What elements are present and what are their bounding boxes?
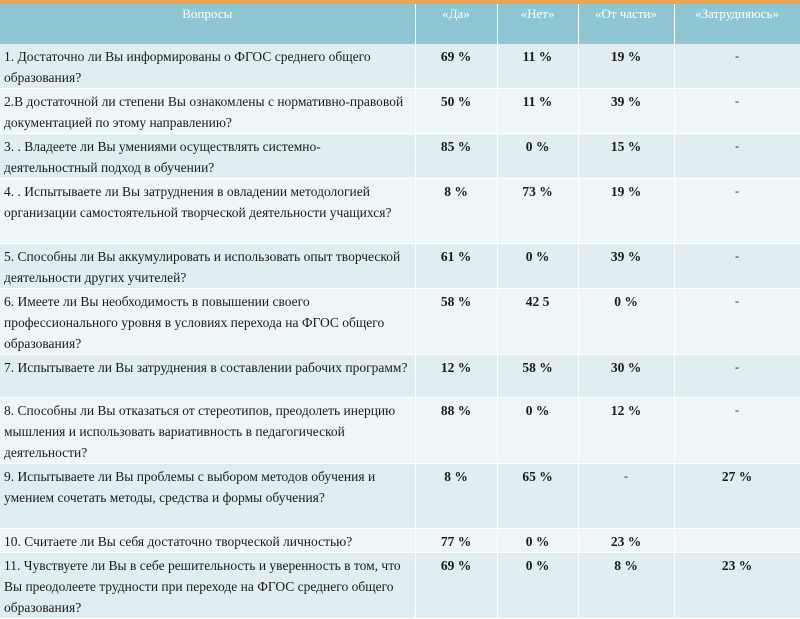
- partly-cell: 39 %: [578, 89, 674, 134]
- table-row: [0, 398, 800, 464]
- question-cell: 7. Испытываете ли Вы затруднения в составлении рабочих программ?: [0, 355, 415, 398]
- table-row: [0, 289, 800, 355]
- partly-cell: 0 %: [578, 289, 674, 355]
- unsure-cell: [674, 529, 800, 553]
- yes-cell: 77 %: [415, 529, 497, 553]
- yes-cell: 12 %: [415, 355, 497, 398]
- yes-cell: 58 %: [415, 289, 497, 355]
- unsure-cell: 23 %: [674, 553, 800, 619]
- question-cell: 10. Считаете ли Вы себя достаточно творческой личностью?: [0, 529, 415, 553]
- question-cell: 3. . Владеете ли Вы умениями осуществлять системно-деятельностный подход в обучении?: [0, 134, 415, 179]
- table-header-row: [0, 4, 800, 44]
- no-cell: 42 5: [497, 289, 578, 355]
- table-row: [0, 244, 800, 289]
- no-cell: 0 %: [497, 529, 578, 553]
- yes-cell: 8 %: [415, 179, 497, 244]
- partly-cell: 19 %: [578, 179, 674, 244]
- yes-cell: 50 %: [415, 89, 497, 134]
- question-cell: 5. Способны ли Вы аккумулировать и использовать опыт творческой деятельности других учителей?: [0, 244, 415, 289]
- header-yes: «Да»: [415, 4, 497, 44]
- yes-cell: 69 %: [415, 44, 497, 89]
- unsure-cell: -: [674, 355, 800, 398]
- no-cell: 0 %: [497, 244, 578, 289]
- question-cell: 1. Достаточно ли Вы информированы о ФГОС среднего общего образования?: [0, 44, 415, 89]
- question-cell: 9. Испытываете ли Вы проблемы с выбором методов обучения и умением сочетать методы, средства и формы обучения?: [0, 464, 415, 529]
- no-cell: 11 %: [497, 44, 578, 89]
- no-cell: 0 %: [497, 398, 578, 464]
- unsure-cell: -: [674, 179, 800, 244]
- question-cell: 8. Способны ли Вы отказаться от стереотипов, преодолеть инерцию мышления и использовать вариативность в педагогической деятельности?: [0, 398, 415, 464]
- unsure-cell: -: [674, 398, 800, 464]
- no-cell: 73 %: [497, 179, 578, 244]
- unsure-cell: -: [674, 134, 800, 179]
- table-row: [0, 355, 800, 398]
- question-cell: 2.В достаточной ли степени Вы ознакомлены с нормативно-правовой документацией по этому направлению?: [0, 89, 415, 134]
- partly-cell: 39 %: [578, 244, 674, 289]
- no-cell: 0 %: [497, 553, 578, 619]
- yes-cell: 85 %: [415, 134, 497, 179]
- yes-cell: 88 %: [415, 398, 497, 464]
- header-question: Вопросы: [0, 4, 415, 44]
- table-row: [0, 464, 800, 529]
- table-row: [0, 44, 800, 89]
- partly-cell: 15 %: [578, 134, 674, 179]
- question-cell: 4. . Испытываете ли Вы затруднения в овладении методологией организации самостоятельной творческой деятельности учащихся?: [0, 179, 415, 244]
- table-row: [0, 553, 800, 619]
- unsure-cell: 27 %: [674, 464, 800, 529]
- yes-cell: 61 %: [415, 244, 497, 289]
- no-cell: 11 %: [497, 89, 578, 134]
- table-row: [0, 134, 800, 179]
- header-partly: «От части»: [578, 4, 674, 44]
- question-cell: 11. Чувствуете ли Вы в себе решительность и уверенность в том, что Вы преодолеете трудности при переходе на ФГОС среднего общего образования?: [0, 553, 415, 619]
- unsure-cell: -: [674, 244, 800, 289]
- question-cell: 6. Имеете ли Вы необходимость в повышении своего профессионального уровня в условиях перехода на ФГОС общего образования?: [0, 289, 415, 355]
- yes-cell: 69 %: [415, 553, 497, 619]
- header-no: «Нет»: [497, 4, 578, 44]
- unsure-cell: -: [674, 44, 800, 89]
- table-row: [0, 89, 800, 134]
- partly-cell: 23 %: [578, 529, 674, 553]
- partly-cell: 8 %: [578, 553, 674, 619]
- table-row: [0, 179, 800, 244]
- partly-cell: 30 %: [578, 355, 674, 398]
- partly-cell: -: [578, 464, 674, 529]
- survey-table: [0, 4, 800, 619]
- yes-cell: 8 %: [415, 464, 497, 529]
- no-cell: 0 %: [497, 134, 578, 179]
- partly-cell: 19 %: [578, 44, 674, 89]
- unsure-cell: -: [674, 89, 800, 134]
- no-cell: 58 %: [497, 355, 578, 398]
- header-unsure: «Затрудняюсь»: [674, 4, 800, 44]
- no-cell: 65 %: [497, 464, 578, 529]
- table-row: [0, 529, 800, 553]
- unsure-cell: -: [674, 289, 800, 355]
- partly-cell: 12 %: [578, 398, 674, 464]
